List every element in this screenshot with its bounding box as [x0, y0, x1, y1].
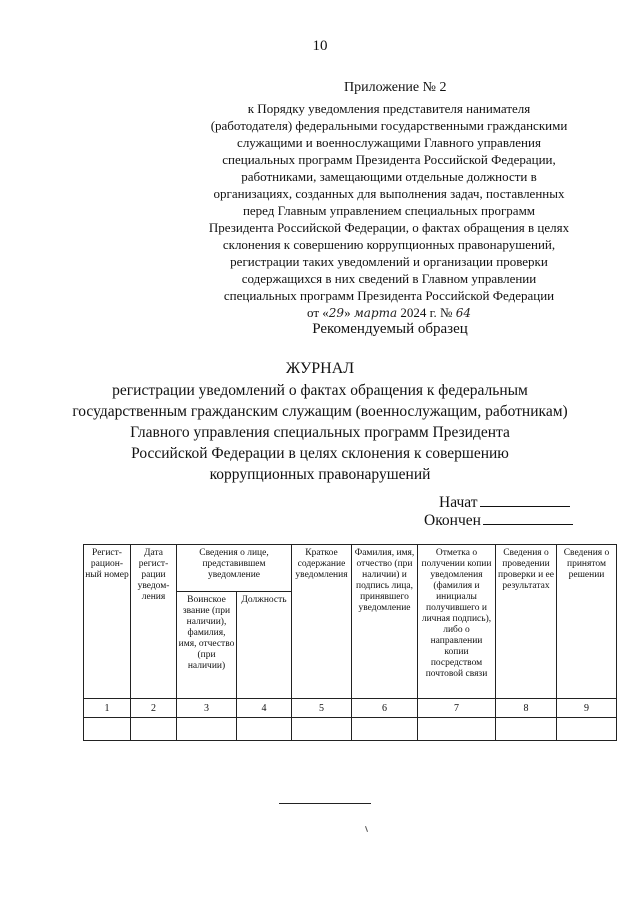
appendix-line: склонения к совершению коррупционных правонарушений,: [222, 237, 556, 252]
header-position: Должность: [237, 592, 292, 699]
ended-label: Окончен: [424, 512, 481, 529]
date-number: 64: [455, 306, 471, 320]
signature-line: [279, 803, 371, 804]
header-receiver: Фамилия, имя, отчество (при наличии) и подпись лица, принявшего уведомление: [352, 545, 418, 699]
appendix-line: специальных программ Президента Российской Федерации,: [222, 152, 556, 167]
appendix-line: (работодателя) федеральными государственными гражданскими: [210, 118, 568, 133]
col-number: 4: [237, 699, 292, 718]
col-number: 5: [292, 699, 352, 718]
appendix-line: специальных программ Президента Российской Федерации: [223, 288, 555, 303]
col-number: 7: [418, 699, 496, 718]
appendix-date: [200, 304, 578, 322]
empty-cell: [292, 718, 352, 741]
stray-mark: [365, 826, 368, 832]
empty-cell: [131, 718, 177, 741]
col-number: 6: [352, 699, 418, 718]
empty-cell: [237, 718, 292, 741]
appendix-line: организациях, созданных для выполнения задач, поставленных: [213, 186, 565, 201]
appendix-line: регистрации таких уведомлений и организации проверки: [230, 254, 548, 269]
table-header-row: [84, 545, 617, 592]
header-person-info: Сведения о лице, представившем уведомление: [177, 545, 292, 592]
col-number: 8: [496, 699, 557, 718]
appendix-body: [200, 100, 578, 322]
date-month: марта: [353, 306, 398, 320]
empty-cell: [496, 718, 557, 741]
recommended-sample: Рекомендуемый образец: [312, 321, 468, 337]
date-year: 2024 г. №: [400, 305, 453, 320]
started-label: Начат: [439, 494, 478, 511]
date-prefix: от «: [307, 305, 329, 320]
table-number-row: [84, 699, 617, 718]
empty-cell: [557, 718, 617, 741]
journal-table: [83, 544, 617, 741]
col-number: 2: [131, 699, 177, 718]
appendix-line: перед Главным управлением специальных программ: [242, 203, 536, 218]
empty-cell: [84, 718, 131, 741]
journal-line: коррупционных правонарушений: [209, 466, 431, 483]
header-decision: Сведения о принятом решении: [557, 545, 617, 699]
header-reg-date: Дата регист-рации уведом-ления: [131, 545, 177, 699]
appendix-line: служащими и военнослужащими Главного управления: [237, 135, 541, 150]
date-day: 29: [328, 306, 345, 320]
empty-cell: [418, 718, 496, 741]
col-number: 9: [557, 699, 617, 718]
appendix-line: содержащихся в них сведений в Главном управлении: [241, 271, 537, 286]
ended-blank: [483, 510, 573, 525]
col-number: 3: [177, 699, 237, 718]
ended-field: [424, 510, 573, 530]
journal-line: регистрации уведомлений о фактах обращения к федеральным: [112, 382, 528, 399]
page-number: 10: [312, 38, 328, 54]
table-empty-row: [84, 718, 617, 741]
appendix-line: к Порядку уведомления представителя нанимателя: [247, 101, 531, 116]
journal-line: Главного управления специальных программ Президента: [130, 424, 510, 441]
journal-title: ЖУРНАЛ: [285, 360, 355, 377]
header-copy-mark: Отметка о получении копии уведомления (фамилия и инициалы получившего и личная подпись), либо о направлении копии посредством почтовой связи: [418, 545, 496, 699]
started-blank: [480, 492, 570, 507]
header-check-info: Сведения о проведении проверки и ее результатах: [496, 545, 557, 699]
appendix-line: работниками, замещающими отдельные должности в: [241, 169, 537, 184]
header-summary: Краткое содержание уведомления: [292, 545, 352, 699]
journal-line: государственным гражданским служащим (военнослужащим, работникам): [72, 403, 568, 420]
appendix-line: Президента Российской Федерации, о фактах обращения в целях: [208, 220, 570, 235]
started-field: [439, 492, 570, 512]
header-reg-number: Регист-рацион-ный номер: [84, 545, 131, 699]
appendix-title: Приложение № 2: [344, 80, 447, 95]
col-number: 1: [84, 699, 131, 718]
header-rank-name: Воинское звание (при наличии), фамилия, имя, отчество (при наличии): [177, 592, 237, 699]
date-mid: »: [344, 305, 351, 320]
journal-line: Российской Федерации в целях склонения к совершению: [131, 445, 509, 462]
journal-description: [60, 380, 580, 485]
empty-cell: [177, 718, 237, 741]
empty-cell: [352, 718, 418, 741]
